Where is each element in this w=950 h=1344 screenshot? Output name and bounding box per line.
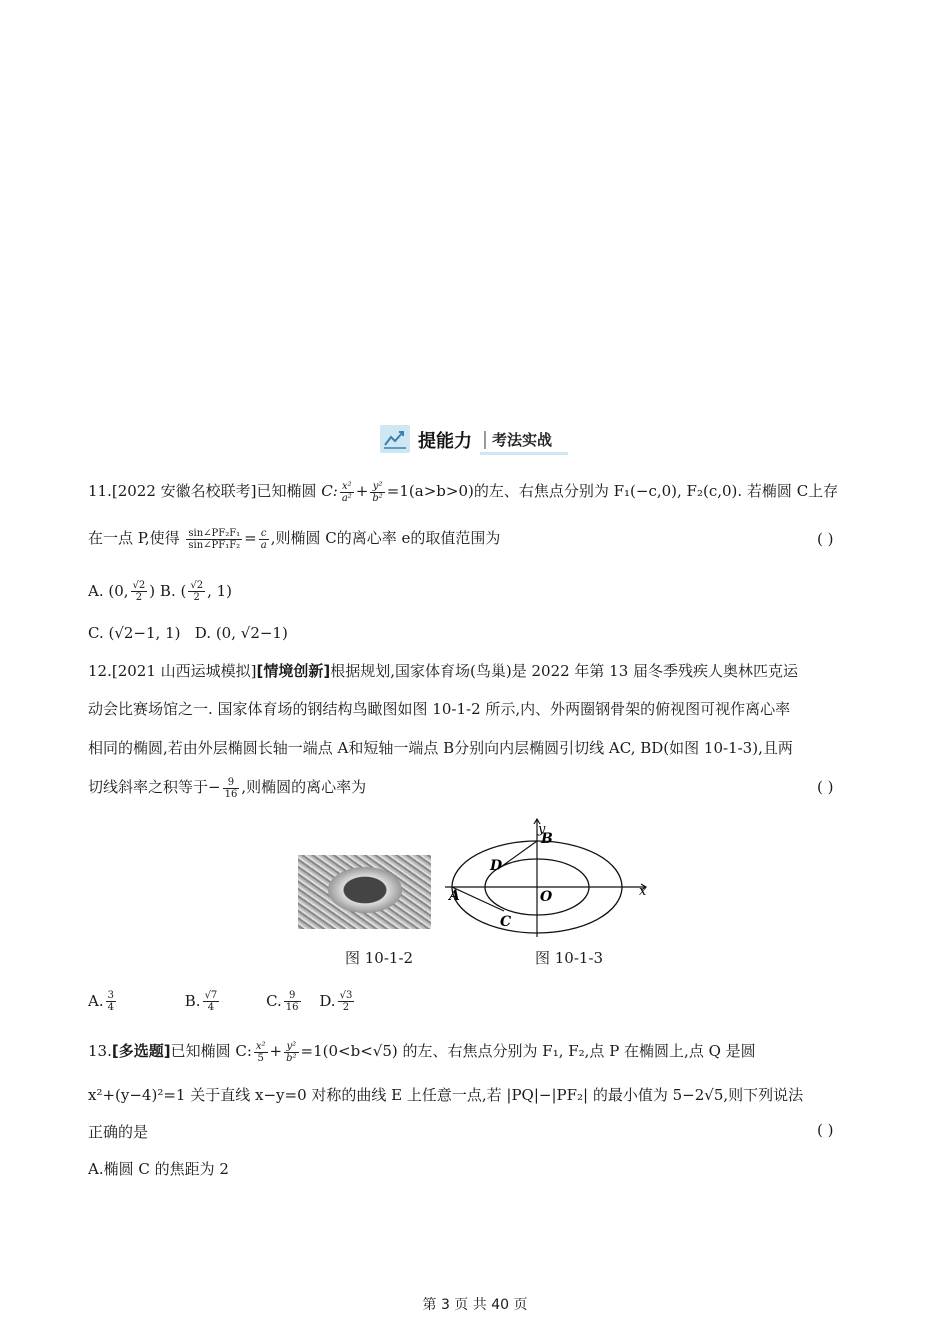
q12-option-a: A. $\frac{3}{4}$ — [88, 990, 114, 1013]
q11-c-label: C: — [321, 482, 338, 500]
chart-icon — [380, 425, 410, 453]
q13-line1: 13.[多选题]已知椭圆 C: $\frac{\text{x²}}{5}$ + $\frac{\text{y²}}{\text{b²}}$ =1(0<b<√5) 的左、右焦点分别为 F₁, F₂,点 P 在椭圆上,点 Q 是圆 — [88, 1040, 756, 1064]
label-c: C — [500, 914, 512, 930]
q12-line2: 动会比赛场馆之一. 国家体育场的钢结构鸟瞰图如图 10-1-2 所示,内、外两圈钢骨架的俯视图可视作离心率 — [88, 700, 791, 718]
label-o: O — [540, 889, 553, 905]
q11-frac-sin: $\frac{\text{sin∠PF₂F₁}}{\text{sin∠PF₁F₂}}$ — [188, 527, 241, 551]
q12-options — [88, 990, 356, 1013]
tangent-bd — [498, 841, 537, 869]
section-underline — [480, 452, 568, 455]
caption-10-1-2: 图 10-1-2 — [345, 949, 414, 967]
q11-option-a: A. (0, $\frac{√2}{2}$ ) — [88, 580, 156, 603]
q13-frac-y: $\frac{\text{y²}}{\text{b²}}$ — [286, 1040, 297, 1064]
q11-option-d: D. (0, √2−1) — [194, 624, 288, 642]
label-x: x — [639, 884, 647, 899]
section-subtitle: 考法实战 — [492, 431, 553, 449]
q11-answer-paren: ( ) — [817, 530, 834, 548]
q11-frac-x: $\frac{\text{x²}}{\text{a²}}$ — [341, 480, 352, 504]
q11-option-c: C. (√2−1, 1) — [88, 624, 181, 642]
q13-answer-paren: ( ) — [817, 1121, 834, 1139]
q11-prefix: 11.[2022 安徽名校联考]已知椭圆 — [88, 482, 322, 500]
caption-10-1-3: 图 10-1-3 — [535, 949, 604, 967]
q13-tag: [多选题] — [111, 1042, 171, 1060]
q12-line4: 切线斜率之积等于− $\frac{9}{16}$ ,则椭圆的离心率为 — [88, 776, 367, 800]
q11-frac-y: $\frac{\text{y²}}{\text{b²}}$ — [372, 480, 383, 504]
label-a: A — [449, 888, 460, 904]
q12-answer-paren: ( ) — [817, 778, 834, 796]
label-b: B — [541, 831, 553, 847]
q12-tag: [情境创新] — [256, 662, 331, 680]
q12-line3: 相同的椭圆,若由外层椭圆长轴一端点 A和短轴一端点 B分别向内层椭圆引切线 AC, BD(如图 10-1-3),且两 — [88, 739, 793, 757]
bird-nest-photo — [298, 855, 431, 929]
stadium-ring — [328, 867, 402, 913]
section-divider — [484, 431, 486, 449]
section-title: 提能力 — [418, 431, 472, 452]
q11-option-b: B. ( $\frac{√2}{2}$ , 1) — [159, 580, 233, 603]
q12-frac-k: $\frac{9}{16}$ — [224, 776, 238, 800]
label-d: D — [490, 858, 503, 874]
q11-condition: =1(a>b>0)的左、右焦点分别为 F₁(−c,0), F₂(c,0). 若椭圆 C上存 — [386, 482, 839, 500]
q12-option-c: C. $\frac{9}{16}$ — [266, 990, 299, 1013]
page-footer: 第 3 页 共 40 页 — [422, 1297, 528, 1313]
q13-frac-x: $\frac{\text{x²}}{5}$ — [255, 1040, 266, 1064]
q11-line1: 11.[2022 安徽名校联考]已知椭圆 C: $\frac{\text{x²}}{\text{a²}}$ + $\frac{\text{y²}}{\text{b²}}$ =1(a>b>0)的左、右焦点分别为 F₁(−c,0), F₂(c,0). 若椭圆 C上存 — [88, 480, 839, 504]
q11-frac-ca: $\frac{c}{a}$ — [260, 527, 267, 551]
q13-option-a: A.椭圆 C 的焦距为 2 — [88, 1160, 229, 1178]
label-y: y — [538, 822, 546, 837]
q11-options-cd — [88, 624, 288, 642]
q11-options-ab — [88, 580, 232, 603]
q11-line2: 在一点 P,使得 $\frac{\text{sin∠PF₂F₁}}{\text{sin∠PF₁F₂}}$ = $\frac{c}{a}$ ,则椭圆 C的离心率 e的取值范围为 — [88, 527, 501, 551]
q13-line2: x²+(y−4)²=1 关于直线 x−y=0 对称的曲线 E 上任意一点,若 |PQ|−|PF₂| 的最小值为 5−2√5,则下列说法 — [88, 1086, 804, 1104]
q12-line1: 12.[2021 山西运城模拟][情境创新]根据规划,国家体育场(鸟巢)是 2022 年第 13 届冬季残疾人奥林匹克运 — [88, 662, 799, 680]
section-header — [380, 423, 570, 455]
q12-option-d: D. $\frac{√3}{2}$ — [319, 990, 353, 1013]
ellipse-diagram — [440, 815, 660, 940]
q13-line3: 正确的是 — [88, 1123, 149, 1141]
q12-option-b: B. $\frac{√7}{4}$ — [184, 990, 218, 1013]
